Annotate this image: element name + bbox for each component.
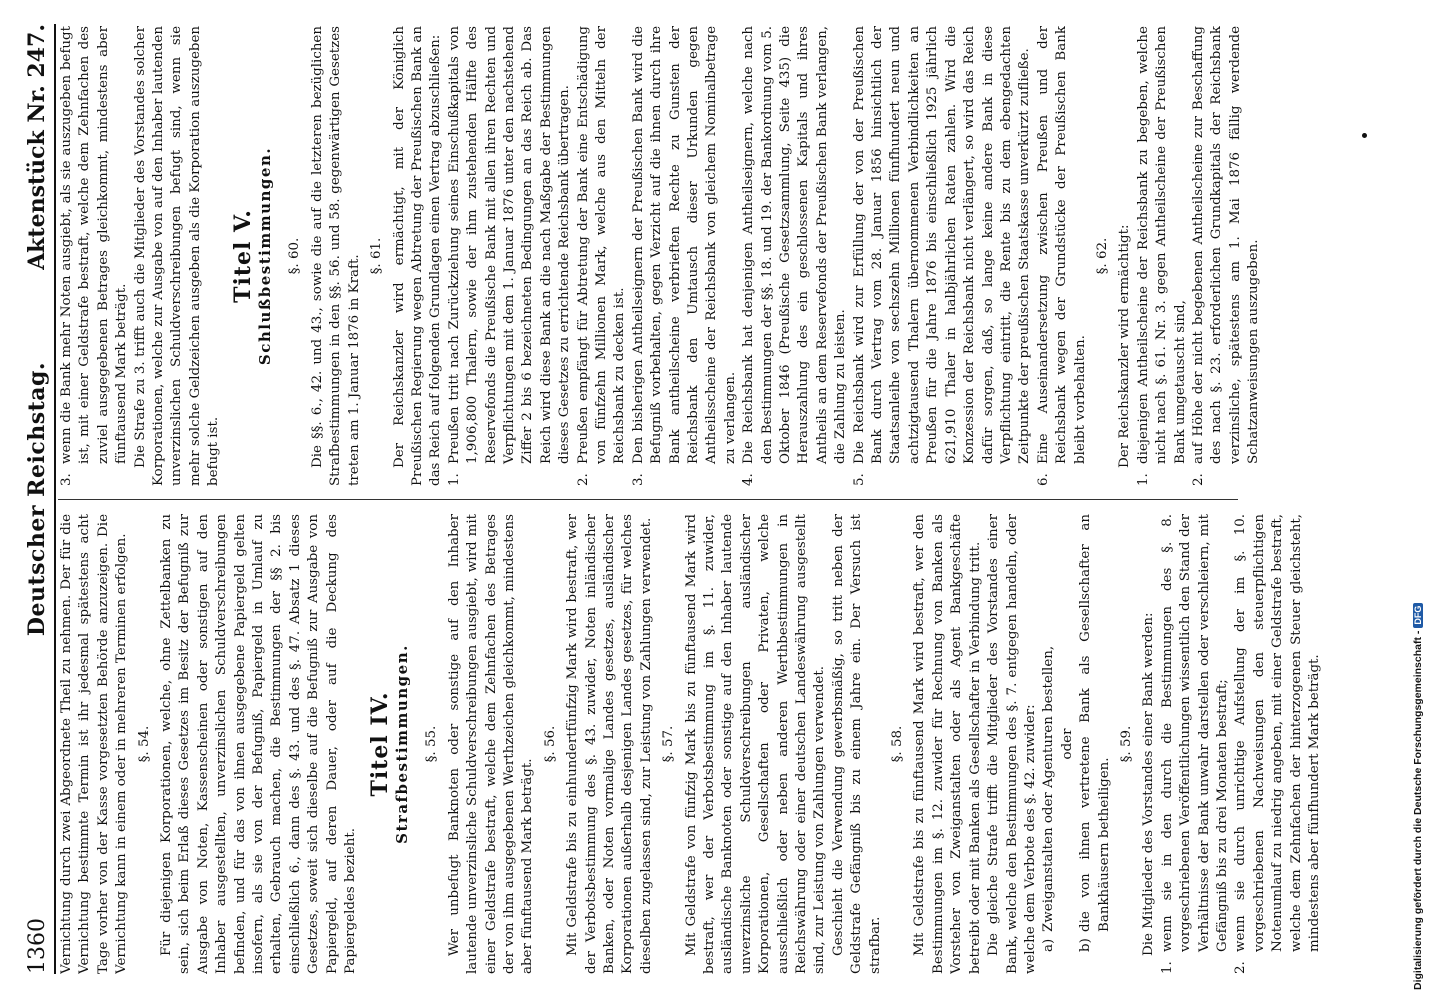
item-text: Preußen empfängt für Abtretung der Bank eine Entschädigung von fünfzehn Millionen Mark, welche aus den Mitteln der Reichsbank zu decken ist.: [575, 26, 628, 464]
list-item: [1135, 26, 1190, 486]
paragraph: Mit Geldstrafe bis zu einhundertfünfzig Mark wird bestraft, wer der Verbotsbestimmung des §. 43. zuwider, Noten inländischer Banken, oder Noten vormalige Landes gesetzes, ausländischer Korporationen außerhalb desjenigen Landes gesetzes, für welches dieselben zugelassen sind, zur Leistung von Zahlungen verwendet.: [565, 514, 654, 974]
list-item: [740, 26, 850, 486]
section-heading: §. 62.: [1094, 237, 1110, 275]
item-text: Zweiganstalten oder Agenturen bestellen,: [1041, 645, 1057, 932]
list-item: [630, 26, 740, 486]
item-text: Preußen tritt nach Zurückziehung seines Einschußkapitals von 1,906,800 Thalern, sowie der ihm zustehenden Hälfte des Reservefonds die Preußische Bank mit allen ihren Rechten und Verpflichtungen mit dem 1. Januar 1876 unter den nachstehend Ziffer 2 bis 6 bezeichneten Bedingungen an das Reich ab. Das Reich wird diese Bank an die nach Maßgabe der Bestimmungen dieses Gesetzes zu errichtende Reichsbank übertragen.: [446, 26, 573, 464]
item-marker: 4.: [741, 473, 757, 486]
digitization-credit: [1412, 603, 1424, 990]
publication-title: Deutscher Reichstag.: [24, 361, 50, 637]
list-item: [1232, 514, 1324, 974]
list-item: [1077, 514, 1114, 974]
paragraph: Der Reichskanzler wird ermächtigt:: [1117, 224, 1133, 468]
section-heading: §. 55.: [424, 725, 440, 763]
item-marker: a): [1041, 938, 1057, 952]
column-divider: [58, 499, 1238, 500]
paragraph: Die gleiche Strafe trifft die Mitglieder des Vorstandes einer Bank, welche den Bestimmungen des §. 7. entgegen handeln, oder welche dem Verbote des §. 42. zuwider:: [986, 514, 1038, 974]
item-text: wenn die Bank mehr Noten ausgiebt, als sie auszugeben befugt ist, mit einer Geldstrafe bestraft, welche dem Zehnfachen des zuviel ausgegebenen Betrages gleichkommt, mindestens aber fünftausend Mark beträgt.: [59, 26, 130, 464]
left-column: [58, 514, 1348, 974]
item-text: Die Reichsbank hat denjenigen Antheilseignern, welche nach den Bestimmungen der §§. 18. und 19. der Bankordnung vom 5. Oktober 1846 (Preußische Gesetzsammlung, Seite 435) die Herauszahlung des ein geschlossenen Kapitals und ihres Antheils an dem Reservefonds der Preußischen Bank verlangen, die Zahlung zu leisten.: [741, 26, 849, 464]
item-marker: 2.: [575, 473, 591, 486]
list-item: [446, 26, 575, 486]
page-header: [24, 24, 56, 974]
list-item: [1040, 514, 1058, 974]
page-number: 1360: [25, 918, 50, 974]
paragraph: Die Strafe zu 3. trifft auch die Mitglieder des Vorstandes solcher Korporationen, welche zur Ausgabe von auf den Inhaber lautenden unverzinslichen Schuldverschreibungen befugt sind, wenn sie mehr solche Geldzeichen ausgeben als die Korporation auszugeben befugt ist.: [132, 26, 222, 486]
list-item: [575, 26, 630, 486]
paragraph: Der Reichskanzler wird ermächtigt, mit der Königlich Preußischen Regierung wegen Abtretung der Preußischen Bank an das Reich auf folgenden Grundlagen einen Vertrag abzuschließen:: [391, 26, 444, 486]
paragraph: Vernichtung durch zwei Abgeordnete Theil zu nehmen. Der für die Vernichtung bestimmte Termin ist ihr jedesmal spätestens acht Tage vorher von der Kasse vorgesetzten Behörde anzuzeigen. Die Vernichtung kann in einem oder in mehreren Terminen erfolgen.: [59, 514, 130, 974]
item-text: auf Höhe der nicht begebenen Antheilscheine zur Beschaffung des nach §. 23. erforderlichen Grundkapitals der Reichsbank verzinsliche, spätestens am 1. Mai 1876 fällig werdende Schatzanweisungen auszugeben.: [1190, 26, 1262, 464]
item-marker: 3.: [630, 473, 646, 486]
item-marker: b): [1078, 938, 1094, 952]
paragraph: Geschieht die Verwendung gewerbsmäßig, so tritt neben der Geldstrafe Gefängniß bis zu einem Jahre ein. Der Versuch ist strafbar.: [830, 514, 883, 974]
title-heading: Titel IV.: [366, 691, 393, 797]
item-marker: 5.: [851, 473, 867, 486]
section-heading: §. 58.: [890, 725, 906, 763]
conjunction: oder: [1059, 728, 1075, 760]
right-column: [58, 26, 1348, 486]
title-subheading: Strafbestimmungen.: [392, 644, 411, 844]
ink-dot: [1362, 133, 1367, 138]
item-text: wenn sie in den durch die Bestimmungen des §. 8. vorgeschriebenen Veröffentlichungen wissentlich den Stand der Verhältnisse der Bank unwahr darstellen oder verschleiern, mit Gefängniß bis zu drei Monaten bestraft;: [1159, 514, 1230, 952]
title-subheading: Schlußbestimmungen.: [256, 146, 275, 366]
item-marker: 1.: [1135, 473, 1151, 486]
item-text: Den bisherigen Antheilseignern der Preußischen Bank wird die Befugniß vorbehalten, gegen Verzicht auf die ihnen durch ihre Bank antheilscheine verbrieften Rechte zu Gunsten der Reichsbank den Umtausch dieser Urkunden gegen Antheilsscheine der Reichsbank von gleichem Nominalbetrage zu verlangen.: [630, 26, 738, 464]
document-number: Aktenstück Nr. 247.: [24, 24, 50, 270]
item-marker: 3.: [59, 473, 74, 486]
list-item: [58, 26, 132, 486]
paragraph: Wer unbefugt Banknoten oder sonstige auf den Inhaber lautende unverzinsliche Schuldverschreibungen ausgiebt, wird mit einer Geldstrafe bestraft, welche dem Zehnfachen des Betrages der von ihm ausgegebenen Werthzeichen gleichkommt, mindestens aber fünftausend Mark beträgt.: [446, 514, 536, 974]
paragraph: Die §§. 6., 42. und 43., sowie die auf die letzteren bezüglichen Strafbestimmungen in den §§. 56. und 58. gegenwärtigen Gesetzes treten am 1. Januar 1876 in Kraft.: [309, 26, 362, 486]
paragraph: Mit Geldstrafe bis zu fünftausend Mark wird bestraft, wer den Bestimmungen im §. 12. zuwider für Rechnung von Banken als Vorsteher von Zweiganstalten oder als Agent Bankgeschäfte betreibt oder mit Banken als Gesellschafter in Verbindung tritt.: [912, 514, 983, 974]
item-text: diejenigen Antheilscheine der Reichsbank zu begeben, welche nicht nach §. 61. Nr. 3. gegen Antheilscheine der Preußischen Bank umgetauscht sind,: [1135, 26, 1188, 464]
section-heading: §. 59.: [1118, 725, 1134, 763]
item-text: Die Reichsbank wird zur Erfüllung der von der Preußischen Bank durch Vertrag vom 28. Januar 1856 hinsichtlich der Staatsanleihe von sechszehn Millionen fünfhundert neun und achtzigtausend Thalern übernommenen Verbindlichkeiten an Preußen für die Jahre 1876 bis einschließlich 1925 jährlich 621,910 Thaler in halbjährlichen Raten zahlen. Wird die Konzession der Reichsbank nicht verlängert, so wird das Reich dafür sorgen, daß, so lange keine andere Bank in diese Verpflichtung eintritt, die Rente bis zu dem ebengedachten Zeitpunkte der preußischen Staatskasse unverkürzt zufließe.: [851, 26, 1033, 464]
section-heading: §. 54.: [136, 725, 152, 763]
item-text: die von ihnen vertretene Bank als Gesellschafter an Bankhäusern betheiligen.: [1078, 514, 1112, 932]
paragraph: Die Mitglieder des Vorstandes einer Bank werden:: [1141, 612, 1157, 956]
section-heading: §. 61.: [369, 237, 385, 275]
item-text: wenn sie durch unrichtige Aufstellung der im §. 10. vorgeschriebenen Nachweisungen den steuerpflichtigen Notenumlauf zu niedrig angeben, mit einer Geldstrafe bestraft, welche dem Zehnfachen der hinterzogenen Steuer gleichsteht, mindestens aber fünfhundert Mark beträgt.: [1233, 514, 1322, 952]
item-marker: 2.: [1190, 473, 1206, 486]
item-text: Eine Auseinandersetzung zwischen Preußen und der Reichsbank wegen der Grundstücke der Preußischen Bank bleibt vorbehalten.: [1035, 26, 1088, 464]
list-item: [1159, 514, 1233, 974]
section-heading: §. 60.: [287, 237, 303, 275]
item-marker: 6.: [1035, 473, 1051, 486]
item-marker: 1.: [446, 473, 462, 486]
title-heading: Titel V.: [229, 209, 256, 303]
section-heading: §. 57.: [661, 725, 677, 763]
section-heading: §. 56.: [542, 725, 558, 763]
item-marker: 2.: [1233, 961, 1249, 974]
list-item: [851, 26, 1035, 486]
dfg-logo: DFG: [1413, 603, 1423, 628]
item-marker: 1.: [1159, 961, 1175, 974]
list-item: [1190, 26, 1264, 486]
paragraph: Für diejenigen Korporationen, welche, ohne Zettelbanken zu sein, sich beim Erlaß dieses Gesetzes im Besitz der Befugniß zur Ausgabe von Noten, Kassenscheinen oder sonstigen auf den Inhaber ausgestellten, unverzinslichen Schuldverschreibungen befinden, und für das von ihnen ausgegebene Papiergeld gelten insofern, als sie von der Befugniß, Papiergeld in Umlauf zu erhalten, Gebrauch machen, die Bestimmungen der §§ 2. bis einschließlich 6., dann des §. 43. und des §. 47. Absatz 1 dieses Gesetzes, soweit sich dieselbe auf die Befugniß zur Ausgabe von Papiergeld, auf deren Dauer, oder auf die Deckung des Papiergeldes bezieht.: [159, 514, 359, 974]
credit-text: Digitalisierung gefördert durch die Deutsche Forschungsgemeinschaft -: [1412, 630, 1424, 990]
paragraph: Mit Geldstrafe von fünfzig Mark bis zu fünftausend Mark wird bestraft, wer der Verbotsbestimmung im §. 11. zuwider, ausländische Banknoten oder sonstige auf den Inhaber lautende unverzinsliche Schuldverschreibungen ausländischer Korporationen, Gesellschaften oder Privaten, welche ausschließlich oder neben anderen Werthbestimmungen in Reichswährung oder einer deutschen Landeswährung ausgestellt sind, zur Leistung von Zahlungen verwendet.: [683, 514, 828, 974]
list-item: [1035, 26, 1090, 486]
